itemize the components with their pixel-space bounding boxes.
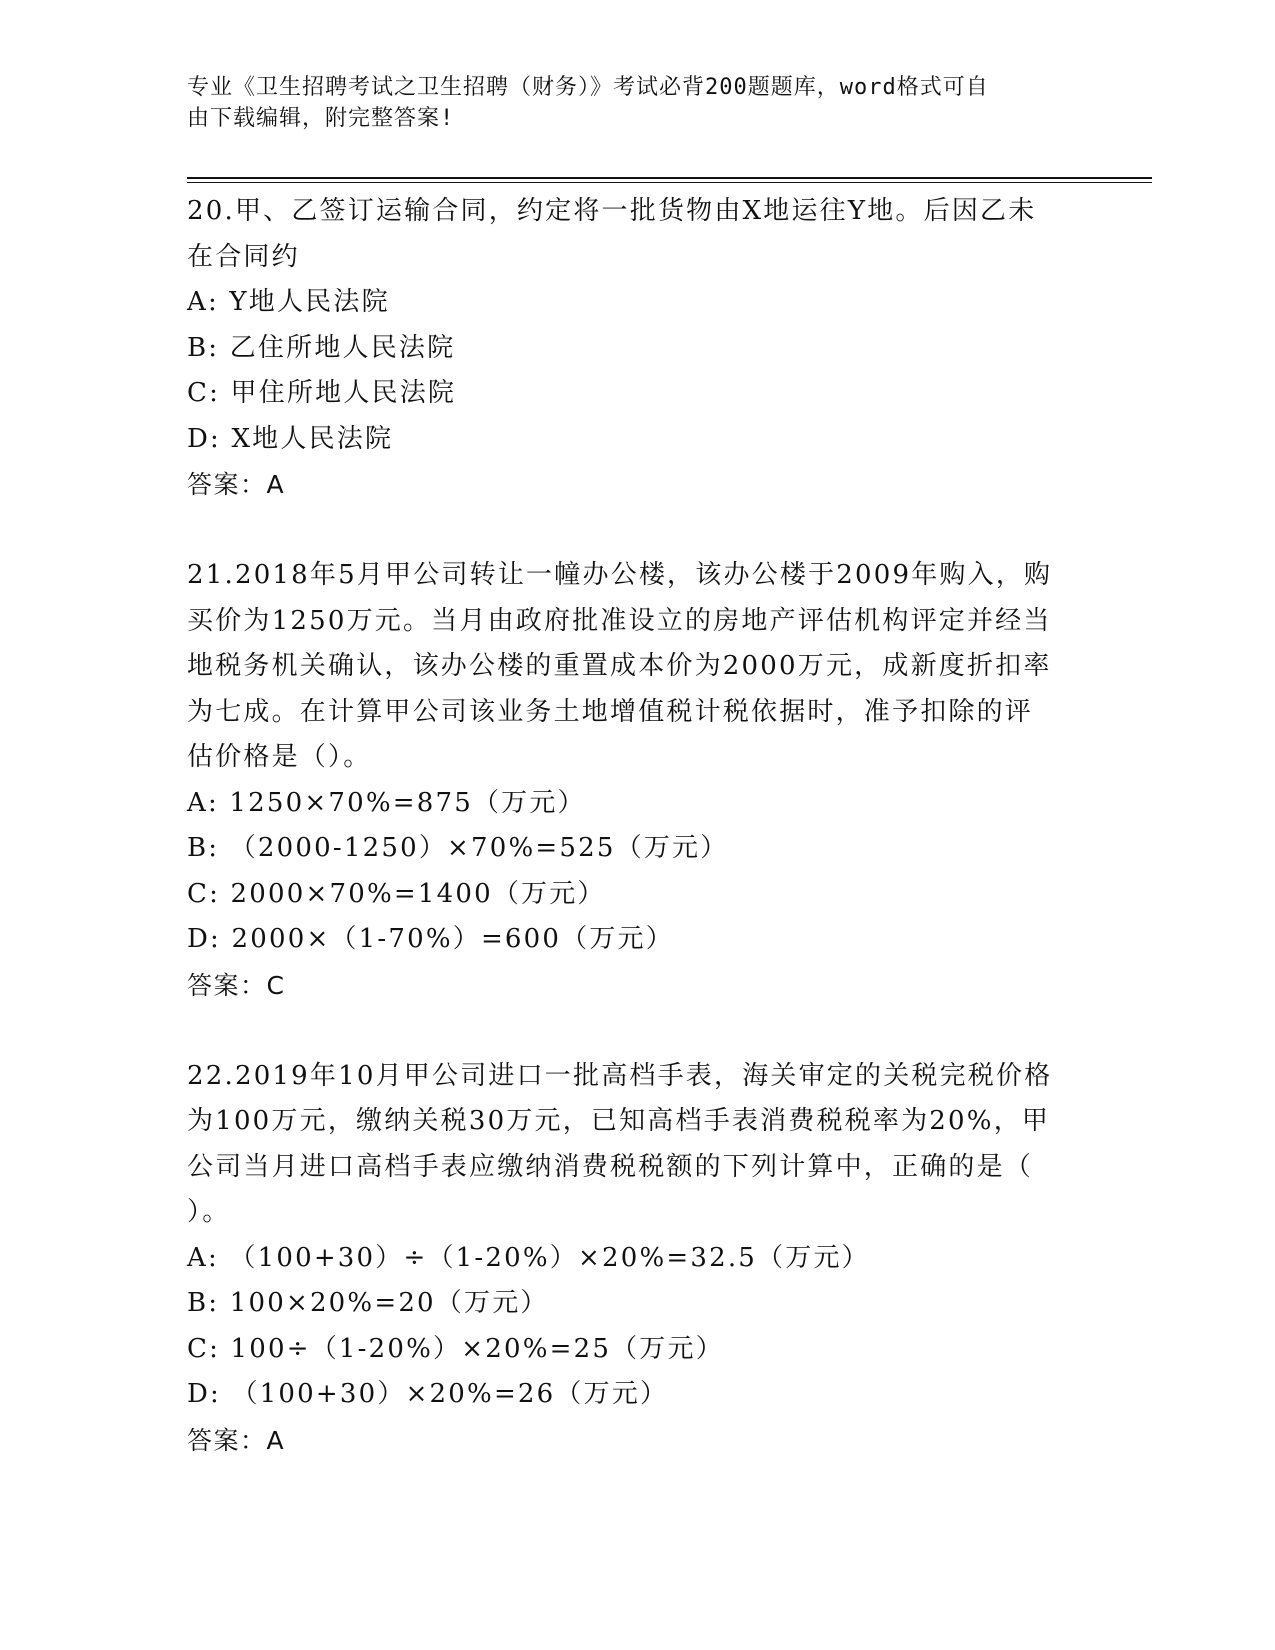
option-a: A: Y地人民法院 <box>187 287 390 317</box>
option-d: D: 2000×（1-70%）=600（万元） <box>187 924 674 954</box>
question-text-line: 21.2018年5月甲公司转让一幢办公楼，该办公楼于2009年购入，购 <box>187 560 1053 590</box>
option-d: D: （100+30）×20%=26（万元） <box>187 1379 669 1409</box>
option-c: C: 2000×70%=1400（万元） <box>187 878 606 909</box>
question-text-line: ）。 <box>187 1197 231 1227</box>
option-c: C: 100÷（1-20%）×20%=25（万元） <box>187 1333 724 1364</box>
header-line-1: 专业《卫生招聘考试之卫生招聘（财务）》考试必背200题题库，word格式可自 <box>187 75 989 100</box>
question-text-line: 在合同约 <box>187 241 300 272</box>
answer-label: 答案：A <box>187 470 286 499</box>
header-divider-thick <box>187 177 1152 179</box>
question-text-line: 为七成。在计算甲公司该业务土地增值税计税依据时，准予扣除的评 <box>187 696 1034 727</box>
question-text-line: 为100万元，缴纳关税30万元，已知高档手表消费税税率为20%，甲 <box>187 1106 1051 1136</box>
question-22 <box>187 1054 1087 1464</box>
question-list <box>187 189 1087 1463</box>
option-b: B: 乙住所地人民法院 <box>187 332 456 363</box>
question-21 <box>187 553 1087 1008</box>
question-spacer <box>187 508 1087 554</box>
question-text-line: 地税务机关确认，该办公楼的重置成本价为2000万元，成新度折扣率 <box>187 651 1052 681</box>
question-text-line: 公司当月进口高档手表应缴纳消费税税额的下列计算中，正确的是（ <box>187 1151 1034 1182</box>
answer-label: 答案：C <box>187 970 286 1000</box>
question-20 <box>187 189 1087 508</box>
option-c: C: 甲住所地人民法院 <box>187 378 457 408</box>
option-d: D: X地人民法院 <box>187 423 394 454</box>
question-spacer <box>187 1008 1087 1054</box>
option-a: A: 1250×70%=875（万元） <box>187 787 586 818</box>
document-header <box>187 72 1067 134</box>
option-a: A: （100+30）÷（1-20%）×20%=32.5（万元） <box>187 1242 870 1273</box>
header-divider-thin <box>187 182 1152 183</box>
answer-label: 答案：A <box>187 1425 286 1455</box>
question-text-line: 20.甲、乙签订运输合同，约定将一批货物由X地运往Y地。后因乙未 <box>187 196 1037 226</box>
option-b: B: 100×20%=20（万元） <box>187 1288 549 1318</box>
question-text-line: 买价为1250万元。当月由政府批准设立的房地产评估机构评定并经当 <box>187 605 1052 636</box>
question-text-line: 22.2019年10月甲公司进口一批高档手表，海关审定的关税完税价格 <box>187 1060 1053 1091</box>
option-b: B: （2000-1250）×70%=525（万元） <box>187 833 729 863</box>
header-line-2: 由下载编辑，附完整答案! <box>187 106 455 131</box>
question-text-line: 估价格是（）。 <box>187 742 372 772</box>
